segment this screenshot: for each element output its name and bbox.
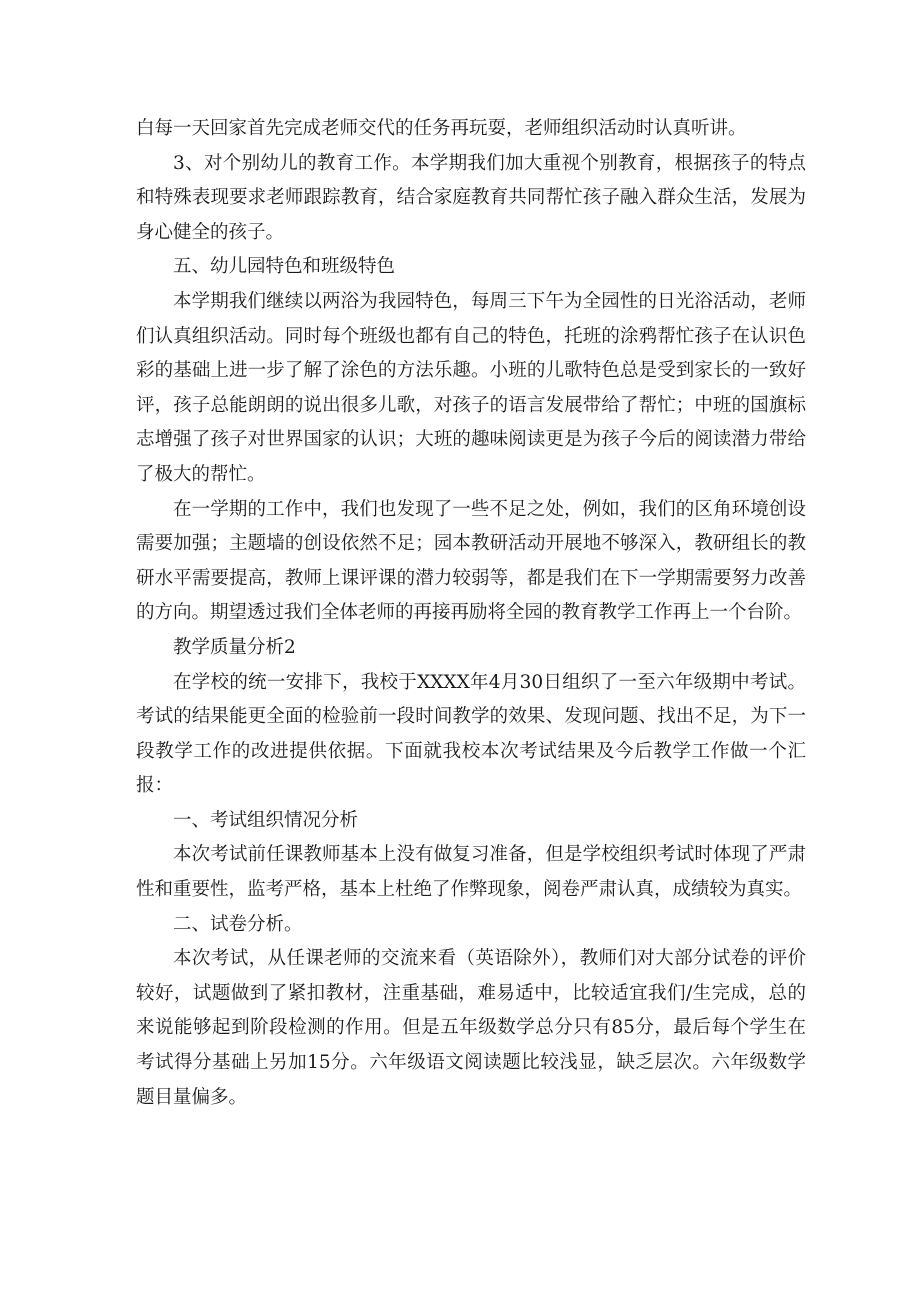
document-body [136,112,806,1115]
paragraph-continuation: 白每一天回家首先完成老师交代的任务再玩耍，老师组织活动时认真听讲。 [136,118,747,139]
section-heading-kindergarten-features: 五、幼儿园特色和班级特色 [173,256,396,278]
paragraph-paper-analysis: 本次考试，从任课老师的交流来看（英语除外），教师们对大部分试卷的评价较好，试题做到了紧扣教材，注重基础，难易适中，比较适宜我们/生完成，总的来说能够起到阶段检测的作用。但是五年级数学总分只有85分，最后每个学生在考试得分基础上另加15分。六年级语文阅读题比较浅显，缺乏层次。六年级数学题目量偏多。 [136,948,806,1108]
paragraph-features: 本学期我们继续以两浴为我园特色，每周三下午为全园性的日光浴活动，老师们认真组织活动。同时每个班级也都有自己的特色，托班的涂鸦帮忙孩子在认识色彩的基础上进一步了解了涂色的方法乐趣。小班的儿歌特色总是受到家长的一致好评，孩子总能朗朗的说出很多儿歌，对孩子的语言发展带给了帮忙；中班的国旗标志增强了孩子对世界国家的认识；大班的趣味阅读更是为孩子今后的阅读潜力带给了极大的帮忙。 [136,290,806,485]
section-heading-quality-analysis-2: 教学质量分析2 [173,636,296,658]
section-heading-paper-analysis: 二、试卷分析。 [173,913,303,935]
paragraph-individual-education: 3、对个别幼儿的教育工作。本学期我们加大重视个别教育，根据孩子的特点和特殊表现要求老师跟踪教育，结合家庭教育共同帮忙孩子融入群众生活，发展为身心健全的孩子。 [136,152,806,243]
section-heading-exam-organization: 一、考试组织情况分析 [173,809,359,831]
paragraph-shortcomings: 在一学期的工作中，我们也发现了一些不足之处，例如，我们的区角环境创设需要加强；主题墙的创设依然不足；园本教研活动开展地不够深入，教研组长的教研水平需要提高，教师上课评课的潜力较弱等，都是我们在下一学期需要努力改善的方向。期望透过我们全体老师的再接再励将全园的教育教学工作再上一个台阶。 [136,498,806,624]
paragraph-exam-organization: 本次考试前任课教师基本上没有做复习准备，但是学校组织考试时体现了严肃性和重要性，监考严格，基本上杜绝了作弊现象，阅卷严肃认真，成绩较为真实。 [136,844,806,901]
paragraph-exam-intro: 在学校的统一安排下，我校于XXXX年4月30日组织了一至六年级期中考试。考试的结果能更全面的检验前一段时间教学的效果、发现问题、找出不足，为下一段教学工作的改进提供依据。下面就我校本次考试结果及今后教学工作做一个汇报： [136,671,806,797]
